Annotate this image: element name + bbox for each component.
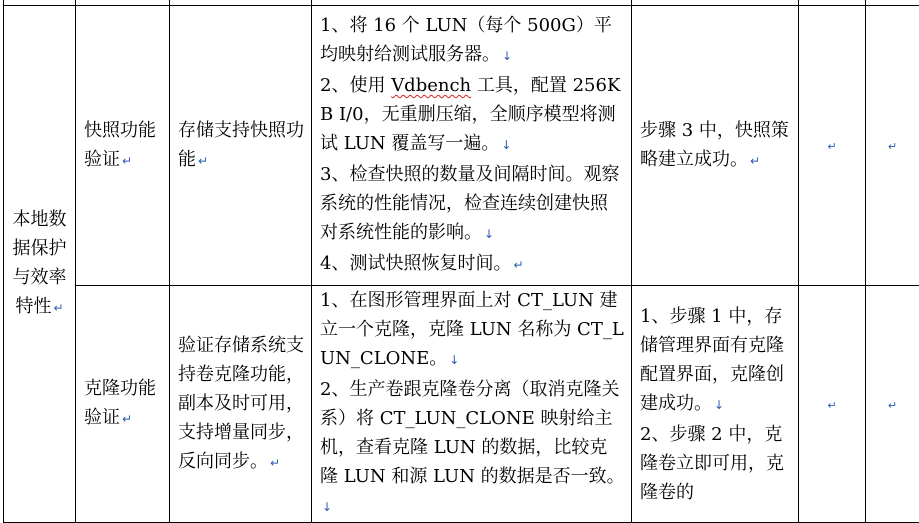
description-text: 存储支持快照功能 xyxy=(178,120,304,170)
expected-line xyxy=(640,302,792,420)
line-break-icon: ↓ xyxy=(449,353,459,367)
paragraph-mark-icon: ↵ xyxy=(827,140,836,153)
item-cell xyxy=(76,6,170,286)
test-case-table xyxy=(3,0,919,523)
paragraph-mark-icon: ↵ xyxy=(53,301,63,315)
steps-cell xyxy=(312,6,632,286)
description-cell xyxy=(170,286,312,523)
step-text: 1、将 16 个 LUN（每个 500G）平均映射给测试服务器。 xyxy=(320,15,612,65)
paragraph-mark-icon: ↵ xyxy=(122,154,132,168)
line-break-icon: ↓ xyxy=(484,227,494,241)
paragraph-mark-icon: ↵ xyxy=(122,412,132,426)
expected-text: 2、步骤 2 中，克隆卷立即可用，克隆卷的 xyxy=(640,424,784,503)
step-line xyxy=(320,249,625,280)
paragraph-mark-icon: ↵ xyxy=(198,154,208,168)
item-cell xyxy=(76,286,170,523)
result-cell xyxy=(799,286,866,523)
remark-cell xyxy=(866,6,919,286)
paragraph-mark-icon: ↵ xyxy=(888,140,897,153)
line-break-icon: ↓ xyxy=(322,500,332,514)
step-line xyxy=(320,71,625,160)
step-line xyxy=(320,160,625,249)
item-name: 快照功能验证 xyxy=(84,120,156,170)
step-text: 4、测试快照恢复时间。 xyxy=(320,253,511,274)
step-text: 3、检查快照的数量及间隔时间。观察系统的性能情况，检查连续创建快照对系统性能的影响。 xyxy=(320,164,619,243)
paragraph-mark-icon: ↵ xyxy=(270,456,280,470)
expected-text: 步骤 3 中，快照策略建立成功。 xyxy=(640,120,789,170)
step-line xyxy=(320,286,625,375)
steps-cell xyxy=(312,286,632,523)
paragraph-mark-icon: ↵ xyxy=(888,399,897,412)
table-row-snapshot xyxy=(4,6,919,286)
line-break-icon: ↓ xyxy=(501,138,511,152)
description-text: 验证存储系统支持卷克隆功能，副本及时可用，支持增量同步，反向同步。 xyxy=(178,335,304,472)
paragraph-mark-icon: ↵ xyxy=(750,154,760,168)
expected-cell xyxy=(632,6,799,286)
step-keyword: Vdbench xyxy=(391,75,471,96)
line-break-icon: ↓ xyxy=(714,398,724,412)
item-name: 克隆功能验证 xyxy=(84,378,156,428)
remark-cell xyxy=(866,286,919,523)
step-text: 2、生产卷跟克隆卷分离（取消克隆关系）将 CT_LUN_CLONE 映射给主机，查看克隆 LUN 的数据，比较克隆 LUN 和源 LUN 的数据是否一致。 xyxy=(320,379,625,487)
expected-text: 1、步骤 1 中，存储管理界面有克隆配置界面，克隆创建成功。 xyxy=(640,306,784,414)
expected-line xyxy=(640,420,792,507)
category-cell xyxy=(4,6,76,523)
step-line xyxy=(320,375,625,522)
step-text: 2、使用 xyxy=(320,75,391,96)
result-cell xyxy=(799,6,866,286)
description-cell xyxy=(170,6,312,286)
category-text: 本地数据保护与效率特性 xyxy=(13,209,67,317)
step-text: 1、在图形管理界面上对 CT_LUN 建立一个克隆，克隆 LUN 名称为 CT_LUN_CLONE。 xyxy=(320,290,624,369)
paragraph-mark-icon: ↵ xyxy=(513,258,523,272)
paragraph-mark-icon: ↵ xyxy=(827,399,836,412)
expected-cell xyxy=(632,286,799,523)
line-break-icon: ↓ xyxy=(502,49,512,63)
step-text: 工具，配置 256KB I/0，无重删压缩，全顺序模型将测试 LUN 覆盖写一遍。 xyxy=(320,75,620,154)
step-line xyxy=(320,11,625,71)
table-row-clone xyxy=(4,286,919,523)
